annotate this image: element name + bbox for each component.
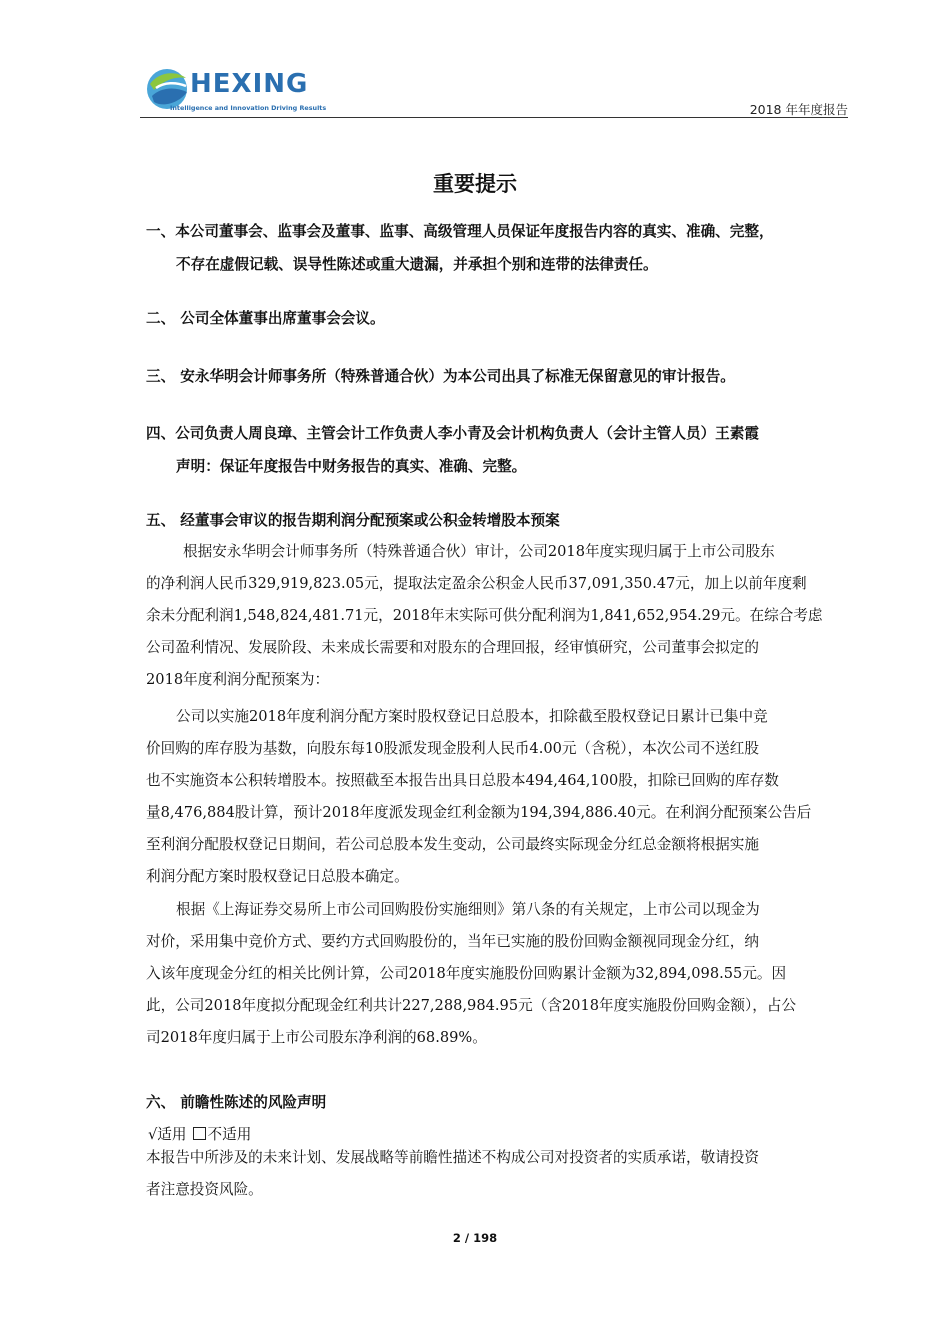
item-four-line-2: 声明：保证年度报告中财务报告的真实、准确、完整。 (176, 458, 527, 475)
checkbox-icon (193, 1127, 206, 1140)
header-divider (140, 117, 848, 118)
page-title: 重要提示 (433, 172, 517, 196)
page-header (140, 62, 848, 118)
item-one-line-1: 一、本公司董事会、监事会及董事、监事、高级管理人员保证年度报告内容的真实、准确、完整， (146, 223, 774, 240)
para3-line: 入该年度现金分红的相关比例计算，公司2018年度实施股份回购累计金额为32,894,098.55元。因 (146, 965, 787, 982)
item-five: 五、 经董事会审议的报告期利润分配预案或公积金转增股本预案 (146, 512, 560, 529)
applicable-option: √适用 (148, 1126, 187, 1143)
report-title: 2018 年年度报告 (749, 102, 848, 117)
para4-line: 者注意投资风险。 (146, 1181, 263, 1198)
para2-line: 利润分配方案时股权登记日总股本确定。 (146, 868, 409, 885)
page-number: 2 / 198 (452, 1231, 498, 1245)
para4-line: 本报告中所涉及的未来计划、发展战略等前瞻性描述不构成公司对投资者的实质承诺，敬请投资 (146, 1149, 759, 1166)
para2-line: 至利润分配股权登记日期间，若公司总股本发生变动，公司最终实际现金分红总金额将根据实施 (146, 836, 759, 853)
para2-line: 价回购的库存股为基数，向股东每10股派发现金股利人民币4.00元（含税），本次公司不送红股 (146, 740, 759, 757)
para3-line: 司2018年度归属于上市公司股东净利润的68.89%。 (146, 1029, 487, 1046)
para1-line: 的净利润人民币329,919,823.05元，提取法定盈余公积金人民币37,091,350.47元，加上以前年度剩 (146, 575, 807, 592)
item-four-line-1: 四、公司负责人周良璋、主管会计工作负责人李小青及会计机构负责人（会计主管人员）王素霞 (146, 425, 759, 442)
applicability-options (148, 1123, 251, 1144)
logo-tagline: Intelligence and Innovation Driving Results (170, 104, 327, 112)
not-applicable-option: 不适用 (207, 1126, 252, 1143)
para2-line: 也不实施资本公积转增股本。按照截至本报告出具日总股本494,464,100股，扣除已回购的库存数 (146, 772, 779, 789)
item-three: 三、 安永华明会计师事务所（特殊普通合伙）为本公司出具了标准无保留意见的审计报告。 (146, 368, 735, 385)
item-one-line-2: 不存在虚假记载、误导性陈述或重大遗漏，并承担个别和连带的法律责任。 (176, 256, 658, 273)
para2-line: 公司以实施2018年度利润分配方案时股权登记日总股本，扣除截至股权登记日累计已集中竞 (176, 708, 768, 725)
para1-line: 根据安永华明会计师事务所（特殊普通合伙）审计，公司2018年度实现归属于上市公司股东 (183, 543, 775, 560)
para1-line: 公司盈利情况、发展阶段、未来成长需要和对股东的合理回报，经审慎研究，公司董事会拟定的 (146, 639, 759, 656)
item-two: 二、 公司全体董事出席董事会会议。 (146, 310, 385, 327)
item-six: 六、 前瞻性陈述的风险声明 (146, 1094, 327, 1111)
para1-line: 余未分配利润1,548,824,481.71元，2018年末实际可供分配利润为1,841,652,954.29元。在综合考虑 (146, 607, 823, 624)
logo-wordmark: HEXING (190, 69, 309, 99)
hexing-logo (146, 66, 446, 116)
para3-line: 根据《上海证券交易所上市公司回购股份实施细则》第八条的有关规定，上市公司以现金为 (176, 901, 760, 918)
para3-line: 对价，采用集中竞价方式、要约方式回购股份的，当年已实施的股份回购金额视同现金分红，纳 (146, 933, 759, 950)
para2-line: 量8,476,884股计算，预计2018年度派发现金红利金额为194,394,886.40元。在利润分配预案公告后 (146, 804, 812, 821)
para3-line: 此，公司2018年度拟分配现金红利共计227,288,984.95元（含2018年度实施股份回购金额），占公 (146, 997, 797, 1014)
para1-line: 2018年度利润分配预案为： (146, 671, 330, 688)
